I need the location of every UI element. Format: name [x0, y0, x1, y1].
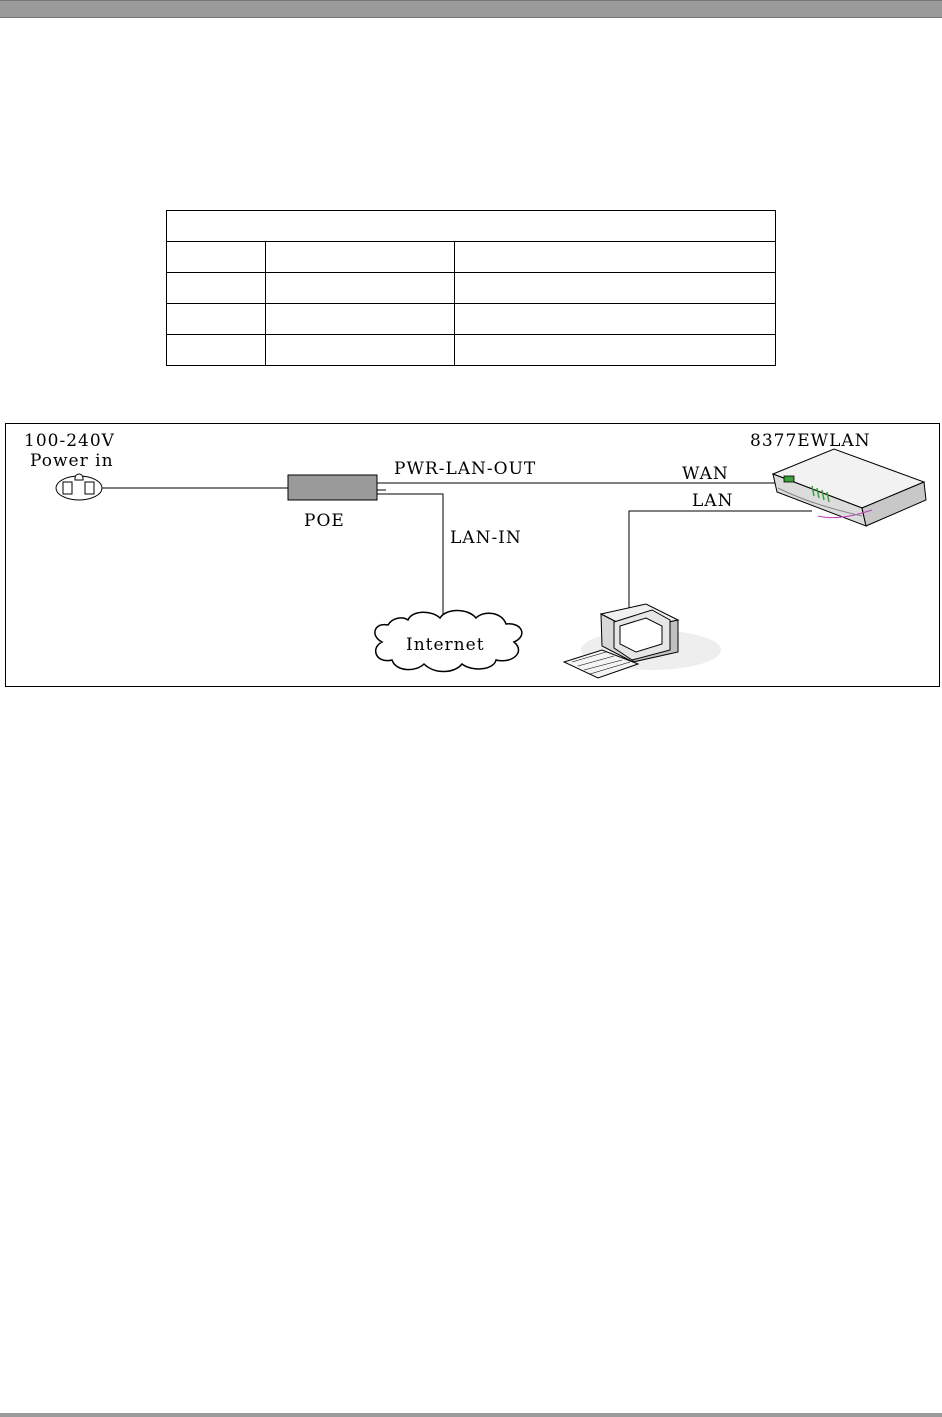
power-voltage-label: 100-240V: [24, 431, 115, 451]
pwr-lan-out-label: PWR-LAN-OUT: [394, 459, 537, 479]
poe-label: POE: [304, 511, 345, 531]
poe-injector: [288, 475, 377, 500]
table-header-row: [167, 211, 776, 242]
table-row: [167, 242, 776, 273]
lan-cable: [629, 511, 812, 614]
wan-port-label: WAN: [682, 464, 729, 484]
lan-port-label: LAN: [692, 491, 734, 511]
table-cell: [266, 242, 455, 273]
lan-in-label: LAN-IN: [450, 528, 522, 548]
connection-diagram: [5, 423, 940, 687]
table-cell: [167, 273, 266, 304]
table-row: [167, 304, 776, 335]
table-cell: [167, 304, 266, 335]
table-row: [167, 273, 776, 304]
table-cell: [266, 304, 455, 335]
table-cell: [455, 273, 776, 304]
table-row: [167, 335, 776, 366]
table-cell: [266, 335, 455, 366]
table-cell: [167, 242, 266, 273]
diagram-canvas: [6, 424, 940, 687]
computer-icon: [564, 604, 721, 678]
device-name-label: 8377EWLAN: [750, 431, 871, 451]
page-footer-rule: [0, 1413, 942, 1417]
table-cell: [455, 242, 776, 273]
table-cell: [455, 304, 776, 335]
table-cell: [455, 335, 776, 366]
router-icon: [773, 449, 926, 526]
page-header-bar: [0, 0, 942, 18]
spec-table: [166, 210, 776, 366]
table-cell: [167, 335, 266, 366]
table-header-cell: [167, 211, 776, 242]
lan-in-cable: [377, 494, 443, 618]
table-cell: [266, 273, 455, 304]
power-in-label: Power in: [30, 451, 114, 471]
internet-label: Internet: [406, 635, 485, 655]
power-outlet-icon: [56, 474, 102, 500]
